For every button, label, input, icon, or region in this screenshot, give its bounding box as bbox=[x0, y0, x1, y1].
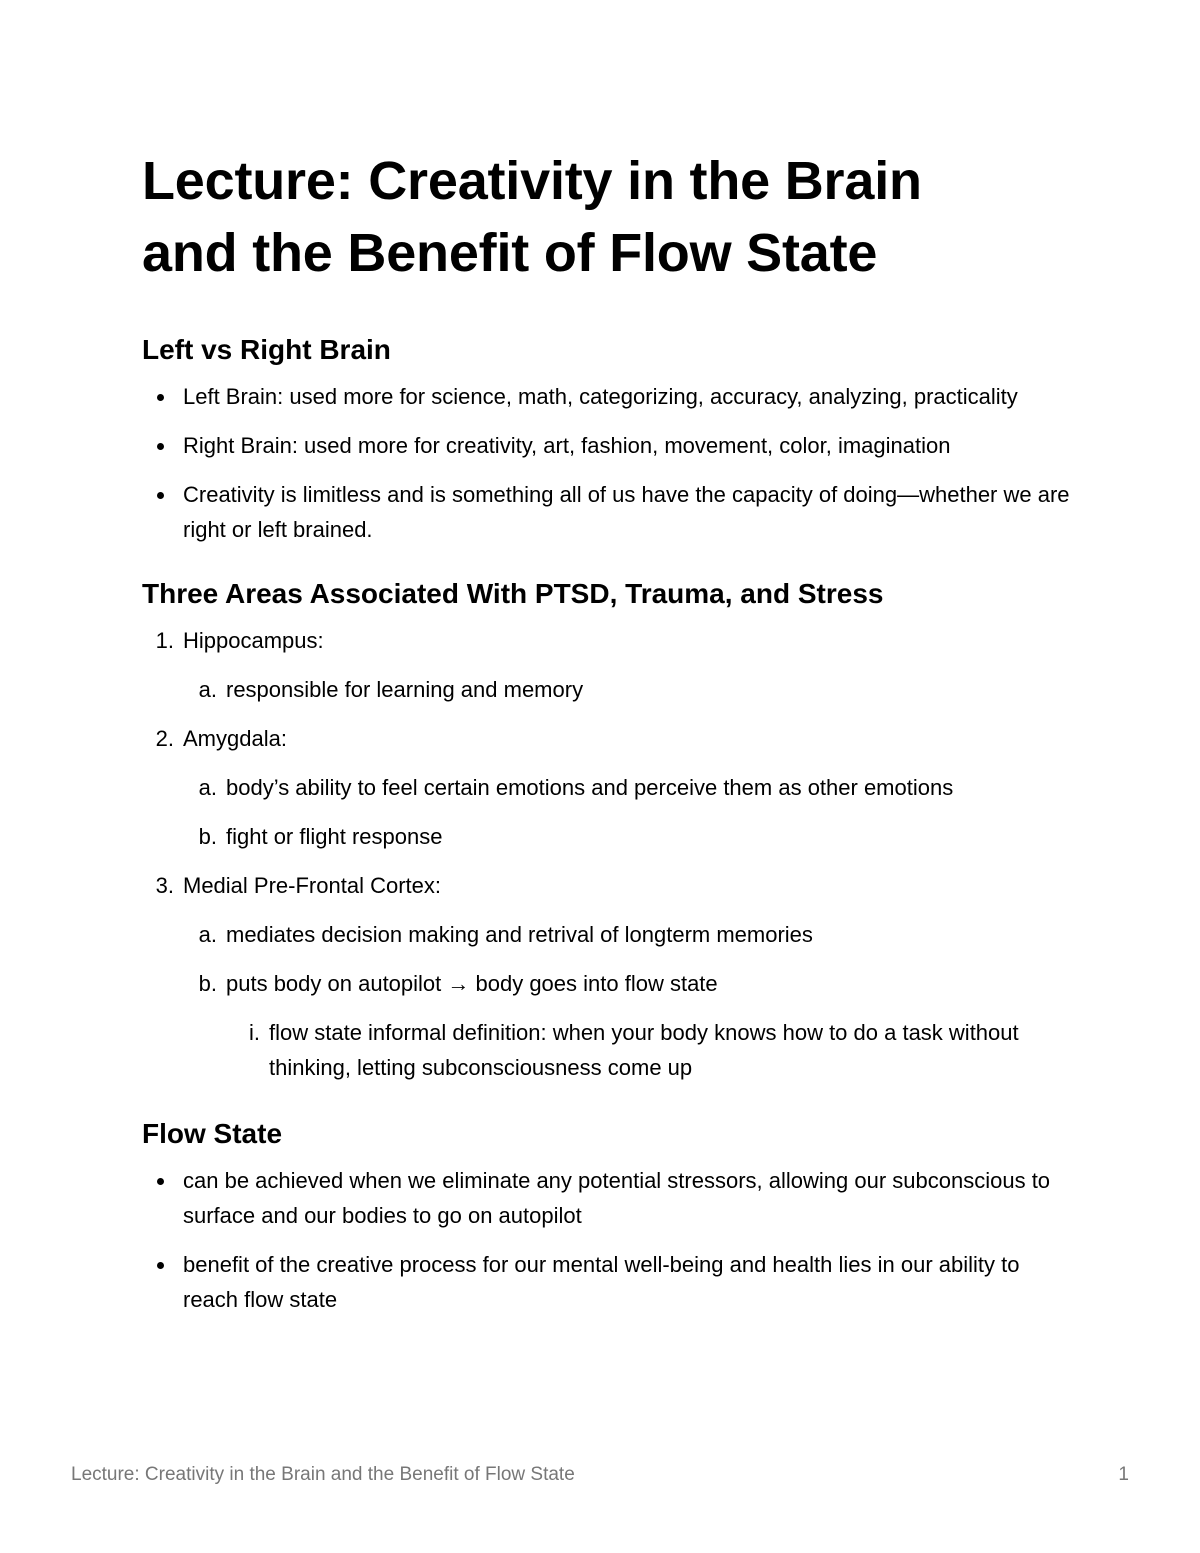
list-item-text: fight or flight response bbox=[226, 824, 443, 849]
section-heading-flow-state: Flow State bbox=[142, 1118, 283, 1149]
title-line-2: and the Benefit of Flow State bbox=[142, 223, 878, 283]
bullet-list-flow-state bbox=[142, 1163, 1072, 1317]
list-marker: 2. bbox=[155, 726, 174, 751]
page-number: 1 bbox=[1118, 1464, 1129, 1485]
list-item-text: responsible for learning and memory bbox=[226, 677, 584, 702]
list-item-amygdala bbox=[142, 721, 1072, 854]
list-item-text: mediates decision making and retrival of longterm memories bbox=[226, 922, 813, 947]
sub-list-item bbox=[185, 672, 1072, 707]
list-marker: a. bbox=[198, 677, 217, 702]
list-item: Left Brain: used more for science, math, categorizing, accuracy, analyzing, practicality bbox=[142, 379, 1072, 414]
list-marker: a. bbox=[198, 922, 217, 947]
section-heading-three-areas: Three Areas Associated With PTSD, Trauma, and Stress bbox=[142, 578, 884, 609]
list-item-text: puts body on autopilot → body goes into flow state bbox=[226, 971, 718, 996]
section-heading-left-vs-right-brain: Left vs Right Brain bbox=[142, 334, 391, 365]
list-marker: b. bbox=[198, 971, 217, 996]
document-title bbox=[142, 145, 1072, 289]
sub-list-item bbox=[185, 770, 1072, 805]
list-marker: b. bbox=[198, 824, 217, 849]
list-marker: i. bbox=[249, 1020, 260, 1045]
list-marker: 3. bbox=[155, 873, 174, 898]
sub-list bbox=[142, 672, 1072, 707]
document-page bbox=[142, 145, 1072, 1347]
list-item-text: flow state informal definition: when your body knows how to do a task without thinking, letting subconsciousness come up bbox=[269, 1020, 1019, 1080]
list-item-text: Medial Pre-Frontal Cortex: bbox=[183, 873, 441, 898]
sub-list bbox=[142, 917, 1072, 1085]
list-marker: a. bbox=[198, 775, 217, 800]
sub-sub-list-item bbox=[228, 1015, 1072, 1085]
title-line-1: Lecture: Creativity in the Brain bbox=[142, 151, 922, 211]
list-item-text: Amygdala: bbox=[183, 726, 287, 751]
list-item: Creativity is limitless and is something all of us have the capacity of doing—whether we are right or left brained. bbox=[142, 477, 1072, 547]
list-marker: 1. bbox=[155, 628, 174, 653]
numbered-list-brain-areas bbox=[142, 623, 1072, 1085]
list-item-medial-prefrontal-cortex bbox=[142, 868, 1072, 1085]
list-item: benefit of the creative process for our mental well-being and health lies in our ability to reach flow state bbox=[142, 1247, 1072, 1317]
sub-sub-list bbox=[185, 1015, 1072, 1085]
sub-list-item bbox=[185, 917, 1072, 952]
sub-list-item bbox=[185, 966, 1072, 1085]
footer-title: Lecture: Creativity in the Brain and the Benefit of Flow State bbox=[71, 1464, 575, 1485]
bullet-list-brain bbox=[142, 379, 1072, 547]
list-item-hippocampus bbox=[142, 623, 1072, 707]
sub-list bbox=[142, 770, 1072, 854]
list-item-text: Hippocampus: bbox=[183, 628, 324, 653]
list-item: Right Brain: used more for creativity, art, fashion, movement, color, imagination bbox=[142, 428, 1072, 463]
list-item: can be achieved when we eliminate any potential stressors, allowing our subconscious to surface and our bodies to go on autopilot bbox=[142, 1163, 1072, 1233]
list-item-text: body’s ability to feel certain emotions and perceive them as other emotions bbox=[226, 775, 954, 800]
page-footer bbox=[71, 1464, 1129, 1486]
sub-list-item bbox=[185, 819, 1072, 854]
